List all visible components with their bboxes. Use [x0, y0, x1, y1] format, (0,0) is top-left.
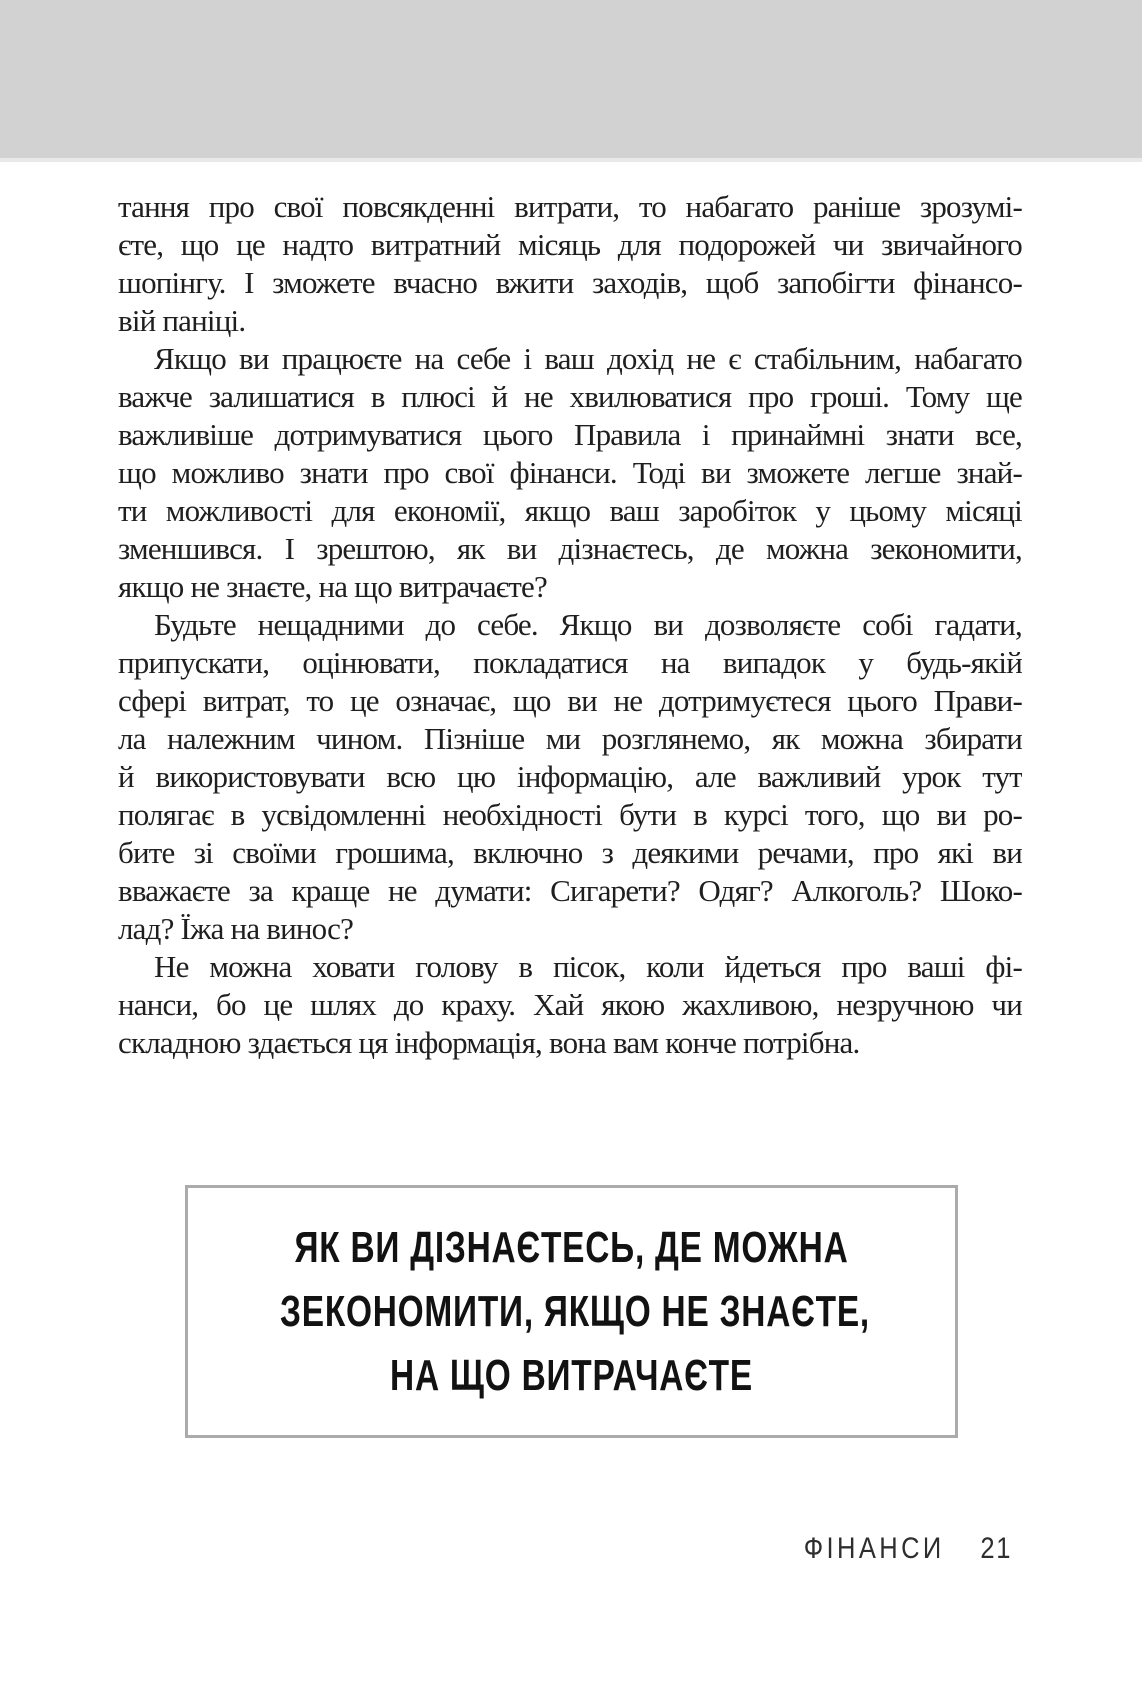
callout-line-3: НА ЩО ВИТРАЧАЄТЕ — [390, 1350, 753, 1400]
text-line: важливіше дотримуватися цього Правила і принаймні знати все, — [118, 417, 1022, 452]
text-line: вій паніці. — [118, 303, 246, 338]
paragraph — [118, 340, 1022, 606]
text-line: що можливо знати про свої фінанси. Тоді ви зможете легше знай- — [118, 455, 1022, 490]
text-line: нанси, бо це шлях до краху. Хай якою жахливою, незручною чи — [118, 987, 1022, 1022]
text-line: важче залишатися в плюсі й не хвилюватися про гроші. Тому ще — [118, 379, 1022, 414]
page-number: 21 — [980, 1532, 1012, 1565]
callout-box — [185, 1185, 958, 1438]
body-text — [118, 188, 1022, 1062]
text-line: припускати, оцінювати, покладатися на випадок у будь-якій — [118, 645, 1022, 680]
text-line: лад? Їжа на винос? — [118, 911, 354, 946]
paragraph — [118, 948, 1022, 1062]
callout-line-1: ЯК ВИ ДІЗНАЄТЕСЬ, ДЕ МОЖНА — [294, 1222, 849, 1272]
text-line: Будьте нещадними до себе. Якщо ви дозволяєте собі гадати, — [154, 607, 1022, 642]
text-line: тання про свої повсякденні витрати, то набагато раніше зрозумі- — [118, 189, 1022, 224]
section-title: ФІНАНСИ — [803, 1532, 945, 1565]
header-band — [0, 0, 1142, 162]
text-line: якщо не знаєте, на що витрачаєте? — [118, 569, 547, 604]
text-line: полягає в усвідомленні необхідності бути в курсі того, що ви ро- — [118, 797, 1022, 832]
callout-line-2: ЗЕКОНОМИТИ, ЯКЩО НЕ ЗНАЄТЕ, — [280, 1286, 870, 1336]
text-line: бите зі своїми грошима, включно з деякими речами, про які ви — [118, 835, 1022, 870]
text-line: ти можливості для економії, якщо ваш заробіток у цьому місяці — [118, 493, 1022, 528]
text-line: Не можна ховати голову в пісок, коли йдеться про ваші фі- — [154, 949, 1022, 984]
text-line: сфері витрат, то це означає, що ви не дотримуєтеся цього Прави- — [118, 683, 1022, 718]
text-line: й використовувати всю цю інформацію, але важливий урок тут — [118, 759, 1022, 794]
text-line: шопінгу. І зможете вчасно вжити заходів, щоб запобігти фінансо- — [118, 265, 1022, 300]
text-line: складною здається ця інформація, вона вам конче потрібна. — [118, 1025, 860, 1060]
page-footer — [804, 1532, 1012, 1566]
text-line: зменшився. І зрештою, як ви дізнаєтесь, де можна зекономити, — [118, 531, 1022, 566]
text-line: ла належним чином. Пізніше ми розглянемо, як можна збирати — [118, 721, 1022, 756]
text-line: вважаєте за краще не думати: Сигарети? Одяг? Алкоголь? Шоко- — [118, 873, 1022, 908]
paragraph — [118, 606, 1022, 948]
text-line: Якщо ви працюєте на себе і ваш дохід не є стабільним, набагато — [154, 341, 1022, 376]
callout-text — [280, 1216, 870, 1408]
paragraph — [118, 188, 1022, 340]
text-line: єте, що це надто витратний місяць для подорожей чи звичайного — [118, 227, 1022, 262]
